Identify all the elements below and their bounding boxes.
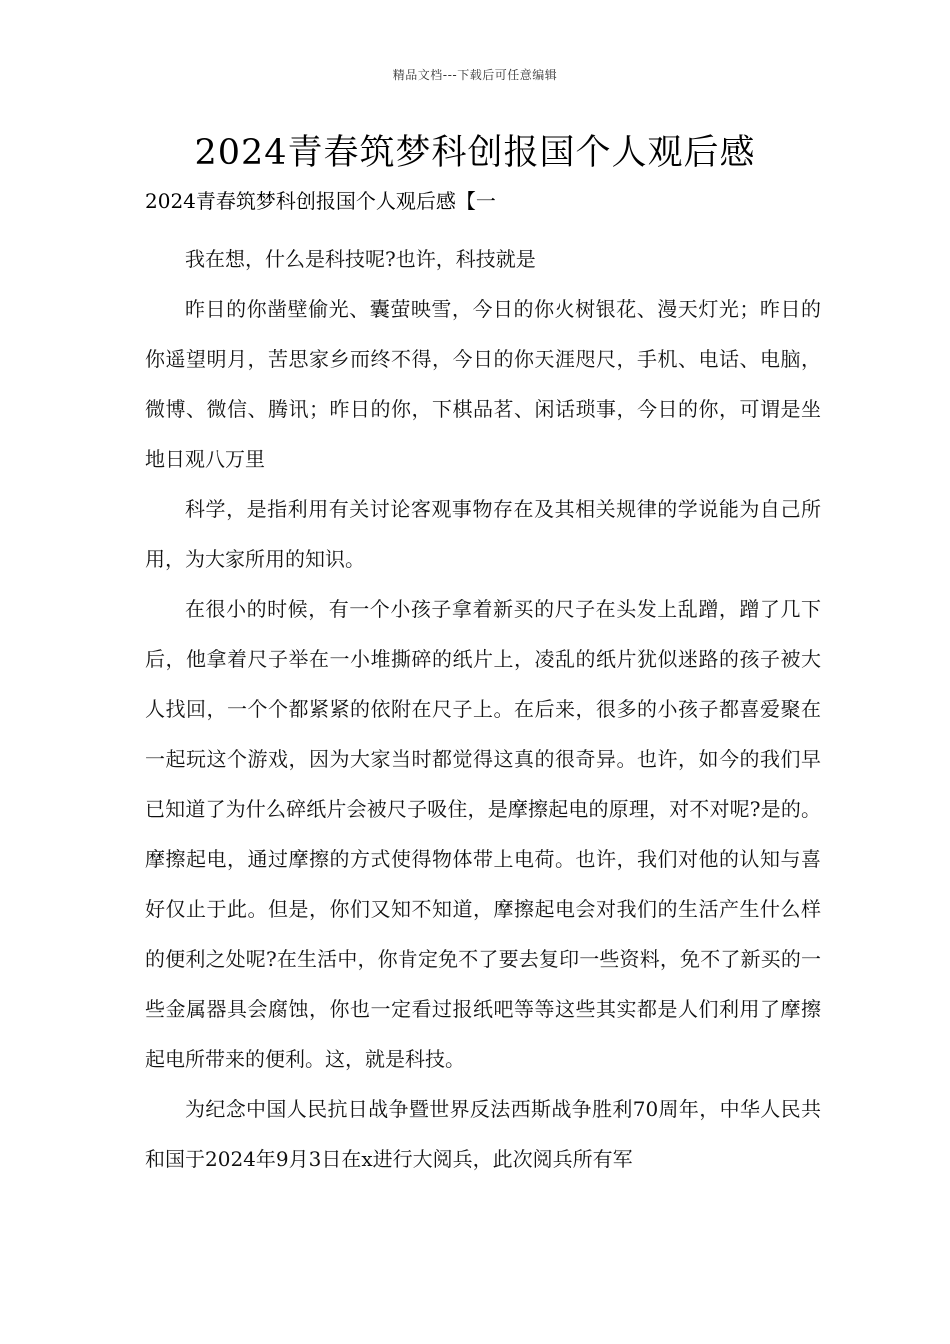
paragraph: 我在想，什么是科技呢?也许，科技就是 [185, 247, 536, 271]
document-subtitle: 2024青春筑梦科创报国个人观后感【一 [145, 189, 496, 213]
body-text [145, 234, 821, 1184]
paragraph: 为纪念中国人民抗日战争暨世界反法西斯战争胜利70周年，中华人民共和国于2024年9月3日在x进行大阅兵，此次阅兵所有军 [145, 1097, 821, 1171]
paragraph: 在很小的时候，有一个小孩子拿着新买的尺子在头发上乱蹭，蹭了几下后，他拿着尺子举在一小堆撕碎的纸片上，凌乱的纸片犹似迷路的孩子被大人找回，一个个都紧紧的依附在尺子上。在后来，很多的小孩子都喜爱聚在一起玩这个游戏，因为大家当时都觉得这真的很奇异。也许，如今的我们早已知道了为什么碎纸片会被尺子吸住，是摩擦起电的原理，对不对呢?是的。摩擦起电，通过摩擦的方式使得物体带上电荷。也许，我们对他的认知与喜好仅止于此。但是，你们又知不知道，摩擦起电会对我们的生活产生什么样的便利之处呢?在生活中，你肯定免不了要去复印一些资料，免不了新买的一些金属器具会腐蚀，你也一定看过报纸吧等等这些其实都是人们利用了摩擦起电所带来的便利。这，就是科技。 [145, 597, 821, 1071]
document-title: 2024青春筑梦科创报国个人观后感 [194, 133, 756, 173]
header-note: 精品文档---下载后可任意编辑 [392, 68, 558, 82]
paragraph: 科学，是指利用有关讨论客观事物存在及其相关规律的学说能为自己所用，为大家所用的知识。 [145, 497, 821, 571]
paragraph: 昨日的你凿壁偷光、囊萤映雪，今日的你火树银花、漫天灯光；昨日的你遥望明月，苦思家乡而终不得，今日的你天涯咫尺，手机、电话、电脑，微博、微信、腾讯；昨日的你，下棋品茗、闲话琐事，今日的你，可谓是坐地日观八万里 [145, 297, 821, 471]
